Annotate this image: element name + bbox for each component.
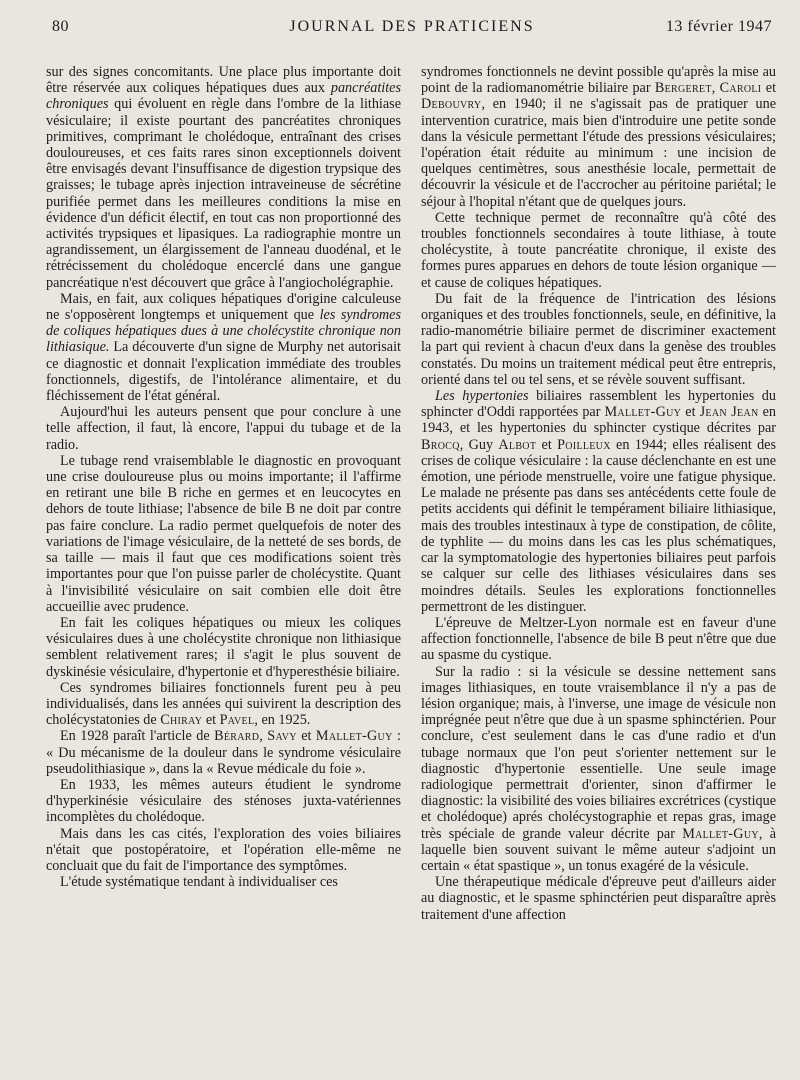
author-name: Poilleux bbox=[557, 436, 611, 453]
paragraph: Le tubage rend vraisemblable le diagnostic en provoquant une crise douloureuse plus ou moins importante; il l'affirme en retirant une bile B riche en germes et en leucocytes en dehors de toute lithiase; l'absence de bile B ne doit par contre pas faire conclure. La radio permet quelquefois de noter des variations de l'image vésiculaire, de la netteté de ses bords, de sa taille — mais il faut que ces modifications soient très importantes pour que l'on puisse parler de cholécystite. Quant à l'invisibilité vésiculaire on sait combien elle doit être accueillie avec prudence. bbox=[46, 452, 401, 615]
author-name: Chiray bbox=[160, 712, 203, 729]
paragraph-text: , à laquelle bien souvent suivant le même auteur s'adjoint un certain « état spastique », un tonus exagéré de la vésicule. bbox=[421, 825, 776, 874]
paragraph: En 1933, les mêmes auteurs étudient le syndrome d'hyperkinésie vésiculaire des sténoses juxta-vatériennes incomplètes du cholédoque. bbox=[46, 776, 401, 826]
running-header bbox=[52, 18, 772, 40]
journal-title: JOURNAL DES PRATICIENS bbox=[289, 18, 535, 35]
author-name: Bérard bbox=[214, 728, 260, 745]
paragraph bbox=[421, 64, 776, 210]
paragraph-text: , bbox=[711, 80, 720, 97]
right-column bbox=[421, 64, 776, 923]
emphasis-text: les syndromes de coliques hépatiques dues à une cholécystite chronique non lithiasique. bbox=[46, 307, 402, 356]
paragraph-text: En 1928 paraît l'article de bbox=[60, 728, 215, 745]
paragraph bbox=[421, 664, 776, 875]
author-name: Savy bbox=[267, 728, 297, 745]
paragraph-text: et bbox=[681, 404, 700, 421]
author-name: Mallet-Guy bbox=[604, 404, 682, 421]
author-name: Caroli bbox=[719, 80, 762, 97]
paragraph: Aujourd'hui les auteurs pensent que pour conclure à une telle affection, il faut, là encore, l'appui du tubage et de la radio. bbox=[46, 404, 401, 453]
left-column bbox=[46, 64, 401, 890]
paragraph-text: , Guy bbox=[459, 436, 499, 453]
emphasis-text: pancréatites chroniques bbox=[46, 80, 401, 113]
author-name: Debouvry bbox=[421, 96, 482, 113]
paragraph-text: sur des signes concomitants. Une place plus importante doit être réservée aux coliques hépatiques dues aux bbox=[46, 64, 401, 97]
paragraph-text: en 1944; elles réalisent des crises de colique vésiculaire : la cause déclenchante en est une émotion, une période menstruelle, voire une fatigue physique. Le malade ne présente pas dans ses antécédents cette foule de petits accidents qui définit le tempérament biliaire lithiasique, mais des troubles intestinaux à type de constipation, de côlite, de typhlite — du moins dans les cas les plus schématiques, car la symptomatologie des hypertonies biliaires peut parfois se calquer sur celle des lithiases vésiculaires dans ses moindres détails. Seules les explorations fonctionnelles permettront de les distinguer. bbox=[421, 436, 776, 615]
paragraph: Du fait de la fréquence de l'intrication des lésions organiques et des troubles fonctionnels, seule, en définitive, la radio-manométrie biliaire permet de discriminer exactement la part qui revient à chacun d'eux dans la genèse des troubles constatés. Du moins un traitement médical peut être entrepris, orienté dans tel ou tel sens, et se révèle souvent suffisant. bbox=[421, 290, 776, 388]
paragraph-text: : « Du mécanisme de la douleur dans le syndrome vésiculaire pseudolithiasique », dans la « Revue médicale du foie ». bbox=[46, 728, 401, 777]
paragraph-text: , en 1925. bbox=[254, 712, 311, 729]
paragraph bbox=[46, 728, 401, 777]
paragraph-text: Sur la radio : si la vésicule se dessine nettement sans images lithiasiques, en toute vraisemblance il n'y a pas de lésion organique; mais, à l'inverse, une image de vésicule non imprégnée peut n'être que due à un spasme sphinctérien. Pour conclure, c'est seulement dans le cas d'une radio et d'un tubage normaux que l'on peut s'orienter nettement sur le diagnostic d'hypertonie essentielle. Une seule image radiologique permettrait d'orienter, sinon d'affirmer le diagnostic: la visibilité des voies biliaires excrétrices (cystique et cholédoque) aprés cholécystographie et repas gras, image très spéciale de grande valeur décrite par bbox=[421, 663, 776, 842]
paragraph bbox=[46, 64, 401, 291]
paragraph-text: , en 1940; il ne s'agissait pas de pratiquer une intervention curatrice, mais bien d'introduire une petite sonde dans la vésicule permettant l'étude des pressions vésiculaires; l'opération était réduite au minimum : une incision de quelques centimètres, sous anesthésie locale, permettait de découvrir la vésicule et de l'accrocher au péritoine pariétal; le séjour à l'hopital n'étant que de quelques jours. bbox=[421, 96, 776, 210]
issue-date: 13 février 1947 bbox=[665, 18, 772, 35]
author-name: Jean Jean bbox=[699, 404, 759, 421]
paragraph bbox=[421, 388, 776, 615]
paragraph-text: et bbox=[536, 436, 558, 453]
paragraph-text: syndromes fonctionnels ne devint possible qu'après la mise au point de la radiomanométrie biliaire par bbox=[421, 64, 776, 97]
author-name: Mallet-Guy bbox=[315, 728, 393, 745]
paragraph: Une thérapeutique médicale d'épreuve peut d'ailleurs aider au diagnostic, et le spasme sphinctérien peut disparaître après traitement d'une affection bbox=[421, 874, 776, 923]
paragraph: L'étude systématique tendant à individualiser ces bbox=[60, 874, 338, 891]
author-name: Bergeret bbox=[654, 80, 712, 97]
paragraph-text: Mais, en fait, aux coliques hépatiques d'origine calculeuse ne s'opposèrent longtemps et uniquement que bbox=[46, 290, 401, 324]
author-name: Brocq bbox=[421, 436, 460, 453]
paragraph-text: et bbox=[202, 712, 220, 729]
paragraph-text: Ces syndromes biliaires fonctionnels furent peu à peu individualisés, dans les années qui suivirent la description des cholécystatonies de bbox=[46, 679, 401, 729]
paragraph-text: biliaires rassemblent les hypertonies du sphincter d'Oddi rapportées par bbox=[421, 388, 776, 421]
paragraph-text: qui évoluent en règle dans l'ombre de la lithiase vésiculaire; il existe pourtant des pancréatites chroniques primitives, comprimant le cholédoque, entraînant des crises douloureuses, et ces faits rares sinon exceptionnels doivent être envisagés devant l'insuffisance de digestion trypsique des graisses; le tubage après injection intraveineuse de sécrétine purifiée permet dans les meilleures conditions la mise en évidence d'un déficit électif, en tout cas non proportionné des activités trypsiques et lipasiques. La radiographie montre un agrandissement, un élargissement de l'anneau duodénal, et le rétrécissement du cholédoque encerclé dans une gangue pancréatique n'est découvert que grâce à l'angiocholégraphie. bbox=[46, 96, 401, 291]
paragraph: Mais dans les cas cités, l'exploration des voies biliaires n'était que postopératoire, et l'opération elle-même ne concluait que du fait de l'importance des symptômes. bbox=[46, 825, 401, 874]
paragraph bbox=[46, 291, 401, 404]
paragraph bbox=[46, 680, 401, 729]
paragraph: Cette technique permet de reconnaître qu'à côté des troubles fonctionnels secondaires à toute lithiase, à toute cholécystite, à toute pancréatite chronique, il existe des formes pures apparues en dehors de toute lésion organique — et cause de coliques hépatiques. bbox=[421, 209, 776, 291]
author-name: Albot bbox=[498, 436, 537, 453]
paragraph-text: et bbox=[761, 80, 777, 97]
author-name: Mallet-Guy bbox=[682, 825, 759, 842]
paragraph-text: La découverte d'un signe de Murphy net autorisait ce diagnostic et donnait l'explication immédiate des troubles fonctionnels, digestifs, de l'intolérance alimentaire, et du fléchissement de l'état général. bbox=[46, 339, 401, 405]
page-number: 80 bbox=[52, 18, 69, 35]
paragraph-text: en 1943, et les hypertonies du sphincter cystique décrites par bbox=[421, 404, 776, 437]
paragraph-text: et bbox=[296, 728, 316, 745]
emphasis-text: Les hypertonies bbox=[435, 388, 529, 405]
author-name: Pavel bbox=[219, 712, 255, 729]
paragraph: L'épreuve de Meltzer-Lyon normale est en faveur d'une affection fonctionnelle, l'absence de bile B peut n'être que due au spasme du cystique. bbox=[421, 614, 776, 664]
paragraph: En fait les coliques hépatiques ou mieux les coliques vésiculaires dues à une cholécystite chronique non lithiasique semblent relativement rares; il s'agit le plus souvent de dyskinésie vésiculaire, d'hypertonie et d'hyperesthésie biliaire. bbox=[46, 614, 401, 680]
paragraph-text: , bbox=[259, 728, 268, 745]
